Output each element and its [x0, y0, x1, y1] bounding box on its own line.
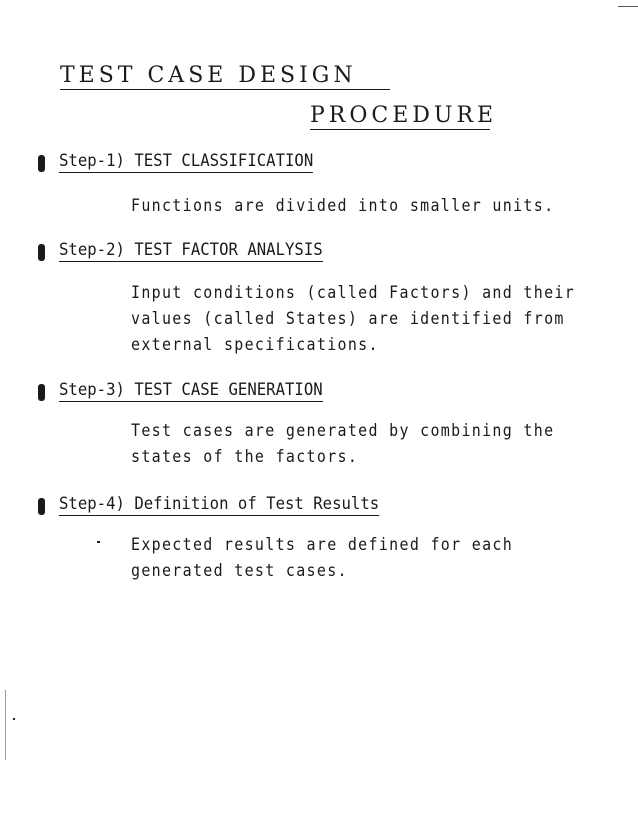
step-4-line-1: Expected results are defined for each	[131, 535, 514, 555]
step-2-line-1: Input conditions (called Factors) and their	[131, 283, 576, 303]
step-4-description	[131, 532, 513, 584]
step-2-heading: Step-2) TEST FACTOR ANALYSIS	[59, 240, 323, 260]
step-1-description	[131, 193, 554, 219]
step-3-line-2: states of the factors.	[131, 447, 359, 467]
scan-margin-line	[5, 690, 6, 760]
step-4-heading: Step-4) Definition of Test Results	[59, 494, 380, 514]
step-1-line-1: Functions are divided into smaller units.	[131, 196, 555, 216]
page-title-line-1: TEST CASE DESIGN	[60, 64, 390, 90]
scan-speck	[97, 541, 100, 543]
bullet-icon	[38, 384, 45, 401]
step-3-heading: Step-3) TEST CASE GENERATION	[59, 380, 323, 400]
step-2-line-2: values (called States) are identified from	[131, 309, 565, 329]
step-2-description	[131, 280, 575, 358]
step-4-line-2: generated test cases.	[131, 561, 348, 581]
step-2-line-3: external specifications.	[131, 335, 379, 355]
page-title-line-2: PROCEDURE	[310, 103, 498, 128]
step-3-description	[131, 418, 554, 470]
scan-speck	[13, 718, 15, 720]
bullet-icon	[38, 155, 45, 172]
step-1-heading: Step-1) TEST CLASSIFICATION	[59, 151, 314, 171]
bullet-icon	[38, 498, 45, 515]
step-3-line-1: Test cases are generated by combining the	[131, 421, 555, 441]
bullet-icon	[38, 244, 45, 261]
scan-corner-line	[618, 6, 638, 7]
